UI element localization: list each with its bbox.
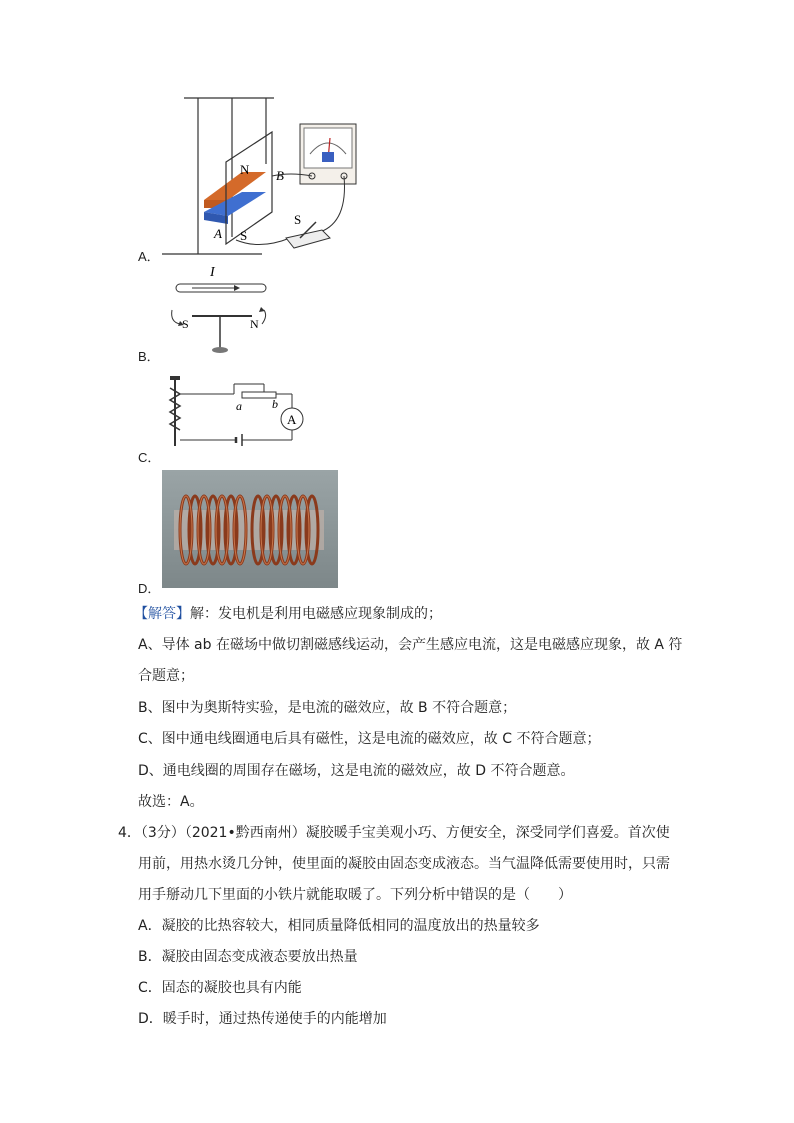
current-label: I — [210, 265, 215, 280]
figure-d-coil-photo — [162, 470, 338, 588]
needle-n-label: N — [250, 317, 259, 331]
point-a-label: A — [214, 226, 222, 241]
ammeter-label: A — [287, 412, 297, 427]
oersted-experiment-diagram — [162, 264, 282, 358]
question-4-stem: 4．（3分）（2021•黔西南州）凝胶暖手宝美观小巧、方便安全，深受同学们喜爱。首次使 — [118, 825, 670, 841]
question-4-stem: 用手掰动几下里面的小铁片就能取暖了。下列分析中错误的是（ ） — [138, 887, 572, 903]
needle-s-label: S — [182, 317, 189, 331]
figure-c — [164, 372, 324, 450]
answer-line: D、通电线圈的周围存在磁场，这是电流的磁效应，故 D 不符合题意。 — [138, 763, 575, 779]
answer-line: C、图中通电线圈通电后具有磁性，这是电流的磁效应，故 C 不符合题意； — [138, 731, 601, 747]
question-4-stem: 用前，用热水烫几分钟，使里面的凝胶由固态变成液态。当气温降低需要使用时，只需 — [138, 856, 670, 872]
question-4-option-a: A．凝胶的比热容较大，相同质量降低相同的温度放出的热量较多 — [138, 918, 540, 934]
figure-b-label: B． — [138, 349, 160, 364]
answer-line: B、图中为奥斯特实验，是电流的磁效应，故 B 不符合题意； — [138, 700, 517, 716]
figure-a-label: A． — [138, 249, 160, 264]
magnet-s-label: S — [240, 228, 248, 243]
answer-intro — [134, 603, 442, 623]
question-4-option-b: B．凝胶由固态变成液态要放出热量 — [138, 949, 358, 965]
answer-choice: 故选：A。 — [138, 794, 204, 810]
question-4-option-c: C．固态的凝胶也具有内能 — [138, 980, 302, 996]
figure-c-label: C． — [138, 450, 161, 465]
coil-image — [162, 470, 338, 588]
answer-line: 合题意； — [138, 668, 194, 684]
figure-d-label: D． — [138, 581, 161, 596]
figure-a — [150, 92, 370, 260]
answer-line: A、导体 ab 在磁场中做切割磁感线运动，会产生感应电流，这是电磁感应现象，故 A 符 — [138, 637, 683, 653]
point-b-label: b — [272, 397, 278, 411]
electromagnet-circuit-diagram — [164, 372, 324, 450]
switch-label: S — [294, 212, 302, 227]
answer-intro-text: 解：发电机是利用电磁感应现象制成的； — [190, 606, 442, 622]
question-4-option-d: D．暖手时，通过热传递使手的内能增加 — [138, 1011, 387, 1027]
answer-tag: 【解答】 — [134, 606, 190, 622]
magnet-n-label: N — [240, 162, 250, 177]
point-a-label: a — [236, 399, 242, 413]
point-b-label: B — [276, 168, 284, 183]
figure-b — [162, 264, 282, 358]
generator-experiment-diagram — [150, 92, 370, 260]
